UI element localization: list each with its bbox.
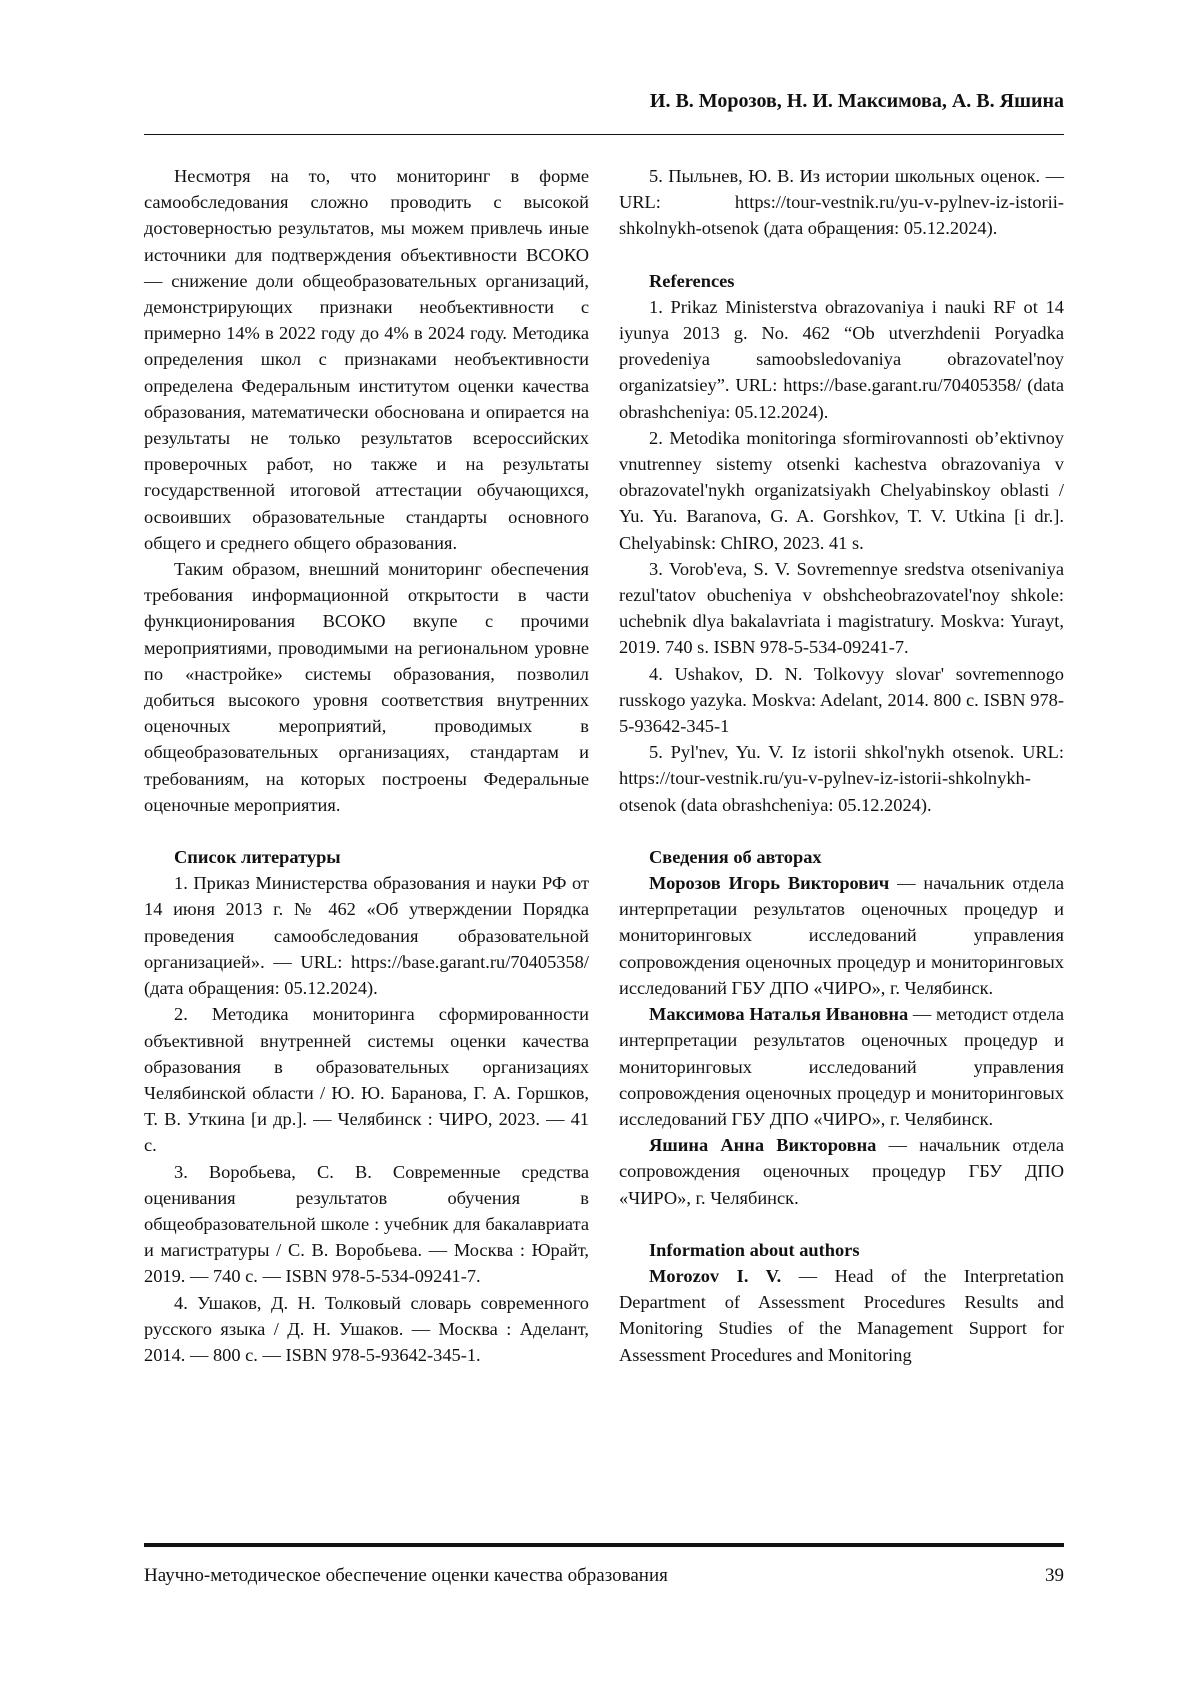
reference-item: 2. Методика мониторинга сформированности объективной внутренней системы оценки качества образования в образовательных организациях Челябинской области / Ю. Ю. Баранова, Г. А. Горшков, Т. В. Уткина [и др.]. — Челябинск : ЧИРО, 2023. — 41 с. <box>144 1004 589 1156</box>
author-description: — начальник отдела сопровождения оценочных процедур ГБУ ДПО «ЧИРО», г. Челябинск. <box>619 1135 1064 1208</box>
header-divider <box>144 134 1064 135</box>
reference-item: 1. Приказ Министерства образования и науки РФ от 14 июня 2013 г. № 462 «Об утверждении Порядка проведения самообследования образовательной организацией». — URL: https://base.garant.ru/70405358/ (дата обращения: 05.12.2024). <box>144 873 589 999</box>
footer-divider <box>144 1543 1064 1547</box>
right-column <box>619 163 1064 1368</box>
author-name: Морозов Игорь Викторович <box>649 873 890 894</box>
author-description: — начальник отдела интерпретации результатов оценочных процедур и мониторинговых исследований управления сопровождения оценочных процедур и мониторинговых исследований ГБУ ДПО «ЧИРО», г. Челябинск. <box>619 873 1064 998</box>
body-paragraph: Таким образом, внешний мониторинг обеспечения требования информационной открытости в части функционирования ВСОКО вкупе с прочими мероприятиями, проводимыми на региональном уровне по «настройке» системы образования, позволил добиться высокого уровня соответствия внутренних оценочных мероприятий, проводимых в общеобразовательных организациях, стандартам и требованиям, на которых построены Федеральные оценочные мероприятия. <box>144 559 589 815</box>
author-description: — Head of the Interpretation Department of Assessment Procedures Results and Monitoring Studies of the Management Support for Assessment Procedures and Monitoring <box>619 1265 1064 1365</box>
reference-item-en: 5. Pyl'nev, Yu. V. Iz istorii shkol'nykh otsenok. URL: https://tour-vestnik.ru/yu-v-pylnev-iz-istorii-shkolnykh-otsenok (data obrashcheniya: 05.12.2024). <box>619 742 1064 815</box>
author-name: Morozov I. V. <box>649 1265 782 1286</box>
reference-item-en: 4. Ushakov, D. N. Tolkovyy slovar' sovremennogo russkogo yazyka. Moskva: Adelant, 2014. 800 c. ISBN 978-5-93642-345-1 <box>619 663 1064 737</box>
authors-heading-en: Information about authors <box>649 1239 860 1260</box>
reference-item-en: 1. Prikaz Ministerstva obrazovaniya i nauki RF ot 14 iyunya 2013 g. No. 462 “Ob utverzhdenii Poryadka provedeniya samoobsledovaniya obrazovatel'noy organizatsiey”. URL: https://base.garant.ru/70405358/ (data obrashcheniya: 05.12.2024). <box>619 296 1064 422</box>
reference-item: 3. Воробьева, С. В. Современные средства оценивания результатов обучения в общеобразовательной школе : учебник для бакалавриата и магистратуры / С. В. Воробьева. — Москва : Юрайт, 2019. — 740 с. — ISBN 978-5-534-09241-7. <box>144 1161 589 1287</box>
author-name: Максимова Наталья Ивановна <box>649 1004 909 1025</box>
body-paragraph: Несмотря на то, что мониторинг в форме самообследования сложно проводить с высокой достоверностью результатов, мы можем привлечь иные источники для подтверждения объективности ВСОКО — снижение доли общеобразовательных организаций, демонстрирующих признаки необъективности с примерно 14% в 2022 году до 4% в 2024 году. Методика определения школ с признаками необъективности определена Федеральным институтом оценки качества образования, математически обоснована и опирается на результаты не только результатов всероссийских проверочных работ, но также и на результаты государственной итоговой аттестации обучающихся, освоивших образовательные стандарты основного общего и среднего общего образования. <box>144 166 589 553</box>
reference-item-en: 3. Vorob'eva, S. V. Sovremennye sredstva otsenivaniya rezul'tatov obucheniya v obshcheobrazovatel'noy shkole: uchebnik dlya bakalavriata i magistratury. Moskva: Yurayt, 2019. 740 s. ISBN 978-5-534-09241-7. <box>619 558 1064 658</box>
page-number: 39 <box>1045 1565 1064 1586</box>
authors-heading-ru: Сведения об авторах <box>649 846 822 867</box>
reference-item-en: 2. Metodika monitoringa sformirovannosti ob’ektivnoy vnutrenney sistemy otsenki kachestva obrazovaniya v obrazovatel'nykh organizatsiyakh Chelyabinskoy oblasti / Yu. Yu. Baranova, G. A. Gorshkov, T. V. Utkina [i dr.]. Chelyabinsk: ChIRO, 2023. 41 s. <box>619 427 1064 553</box>
running-header-authors: И. В. Морозов, Н. И. Максимова, А. В. Яшина <box>649 90 1064 112</box>
author-name: Яшина Анна Викторовна <box>649 1135 877 1156</box>
author-entry <box>619 1001 1064 1132</box>
author-description: — методист отдела интерпретации результатов оценочных процедур и мониторинговых исследований управления сопровождения оценочных процедур и мониторинговых исследований ГБУ ДПО «ЧИРО», г. Челябинск. <box>619 1004 1064 1129</box>
reference-item: 5. Пыльнев, Ю. В. Из истории школьных оценок. — URL: https://tour-vestnik.ru/yu-v-pylnev-iz-istorii-shkolnykh-otsenok (дата обращения: 05.12.2024). <box>619 166 1064 239</box>
author-entry <box>619 1132 1064 1211</box>
references-heading-ru: Список литературы <box>174 847 341 868</box>
author-entry <box>619 870 1064 1001</box>
left-column <box>144 163 589 1368</box>
journal-title: Научно-методическое обеспечение оценки качества образования <box>144 1565 668 1586</box>
references-heading-en: References <box>649 270 735 291</box>
reference-item: 4. Ушаков, Д. Н. Толковый словарь современного русского языка / Д. Н. Ушаков. — Москва : Аделант, 2014. — 800 с. — ISBN 978-5-93642-345-1. <box>144 1292 589 1365</box>
author-entry-en <box>619 1263 1064 1368</box>
